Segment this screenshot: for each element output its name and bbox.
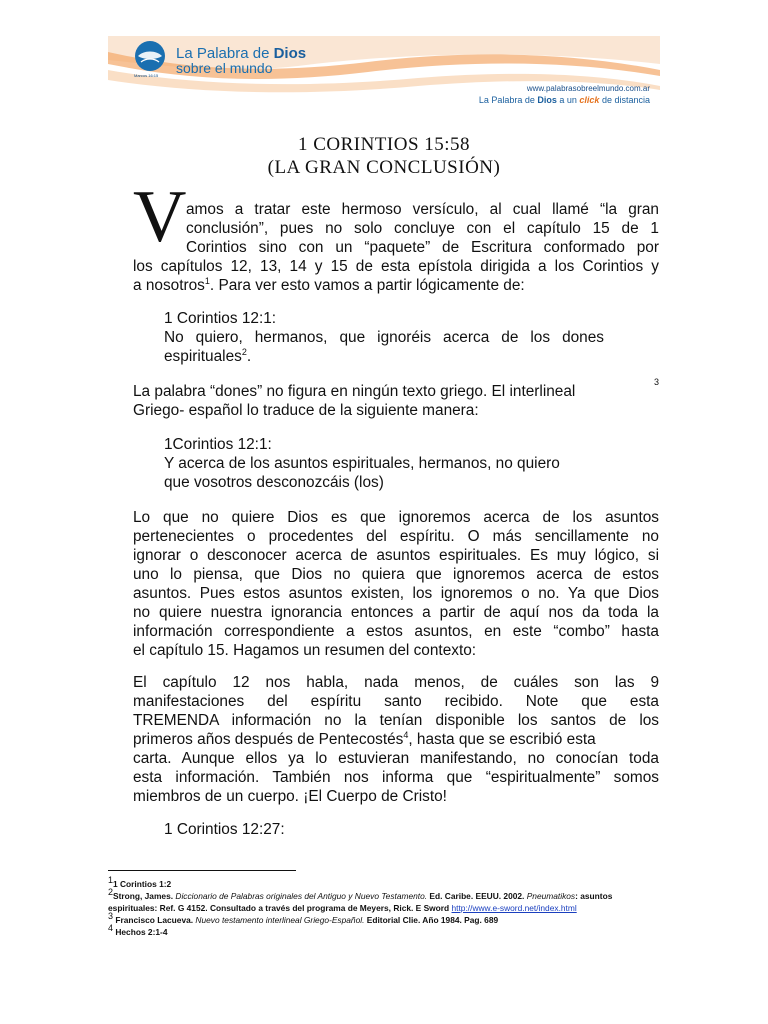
paragraph-3: Lo que no quiere Dios es que ignoremos acerca de los asuntos pertenecientes o procedentes del espíritu. O más sencillamente no ignorar o desconocer acerca de asuntos espirituales. Es muy lógico, si uno lo piensa, que Dios no quiera que ignoremos acerca de estos asuntos. Pues estos asuntos existen, los ignoremos o no. Ya que Dios no quiere nuestra ignorancia entonces a partir de aquí nos da toda la información correspondiente a estos asuntos, en este “combo” hasta el capítulo 15. Hagamos un resumen del contexto: bbox=[133, 509, 659, 659]
document-title: 1 CORINTIOS 15:58 bbox=[297, 134, 471, 155]
site-tagline: La Palabra de Dios a un click de distancia bbox=[478, 95, 650, 105]
verse-reference: 1 Corintios 12:27: bbox=[164, 821, 285, 838]
intro-paragraph-bottom: los capítulos 12, 13, 14 y 15 de esta epístola dirigida a los Corintios y a nosotros$^1$. Para ver esto vamos a partir lógicamente de: bbox=[133, 258, 659, 294]
footnote-2-continued: espirituales: Ref. G 4152. Consultado a través del programa de Meyers, Rick. E Sword http://www.e-sword.net/index.html bbox=[108, 903, 577, 913]
footnote-4: $^4$ Hechos 2:1-4 bbox=[108, 923, 168, 937]
verse-reference: 1Corintios 12:1: bbox=[164, 436, 272, 453]
footnote-ref-2: 2 bbox=[241, 346, 247, 357]
verse-reference: 1 Corintios 12:1: bbox=[164, 310, 277, 327]
footnote-divider bbox=[108, 870, 296, 871]
drop-cap: V bbox=[133, 176, 187, 258]
document-subtitle: (LA GRAN CONCLUSIÓN) bbox=[267, 157, 501, 178]
footnote-3: $^3$ Francisco Lacueva. Nuevo testamento interlineal Griego-Español. Editorial Clie. Año 1984. Pag. 689 bbox=[108, 911, 499, 925]
intro-paragraph-top: amos a tratar este hermoso versículo, al cual llamé “la gran conclusión”, pues no solo concluye con el capítulo 15 de 1 Corintios sino con un “paquete” de Escritura conformado por bbox=[186, 201, 659, 256]
footnote-ref-1: 1 bbox=[204, 275, 210, 286]
header-banner bbox=[108, 30, 660, 115]
footnote-ref-3: 3 bbox=[653, 377, 659, 387]
quote-block-1: 1 Corintios 12:1: No quiero, hermanos, que ignoréis acerca de los dones espirituales$^2$. bbox=[164, 310, 604, 365]
logo-caption: Marcos 16:15 bbox=[134, 73, 159, 78]
quote-block-3 bbox=[164, 820, 604, 839]
paragraph-4: El capítulo 12 nos habla, nada menos, de cuáles son las 9 manifestaciones del espíritu santo recibido. Note que esta TREMENDA información no la tenían disponible los santos de los primeros años después de Pentecostés$^4$, hasta que se escribió esta carta. Aunque ellos ya lo estuvieran manifestando, no conocían toda esta información. También nos informa que “espiritualmente” somos miembros de un cuerpo. ¡El Cuerpo de Cristo! bbox=[133, 674, 659, 805]
site-url[interactable]: www.palabrasobreelmundo.com.ar bbox=[526, 84, 650, 93]
footnote-ref-4: 4 bbox=[403, 729, 409, 740]
paragraph-2: La palabra “dones” no figura en ningún texto griego. El interlineal 3 Griego- español lo traduce de la siguiente manera: bbox=[133, 377, 659, 419]
footnote-2: $^2$Strong, James. Diccionario de Palabras originales del Antiguo y Nuevo Testamento. Ed. Caribe. EEUU. 2002. Pneumatikos: asuntos bbox=[108, 887, 613, 901]
brand-subtitle: sobre el mundo bbox=[176, 60, 273, 76]
footnote-1: $^1$1 Corintios 1:2 bbox=[108, 875, 172, 889]
brand-title: La Palabra de Dios bbox=[176, 45, 307, 62]
esword-link[interactable]: http://www.e-sword.net/index.html bbox=[451, 903, 577, 913]
quote-block-2: 1Corintios 12:1: Y acerca de los asuntos espirituales, hermanos, no quiero que vosotros desconozcáis (los) bbox=[164, 435, 604, 492]
